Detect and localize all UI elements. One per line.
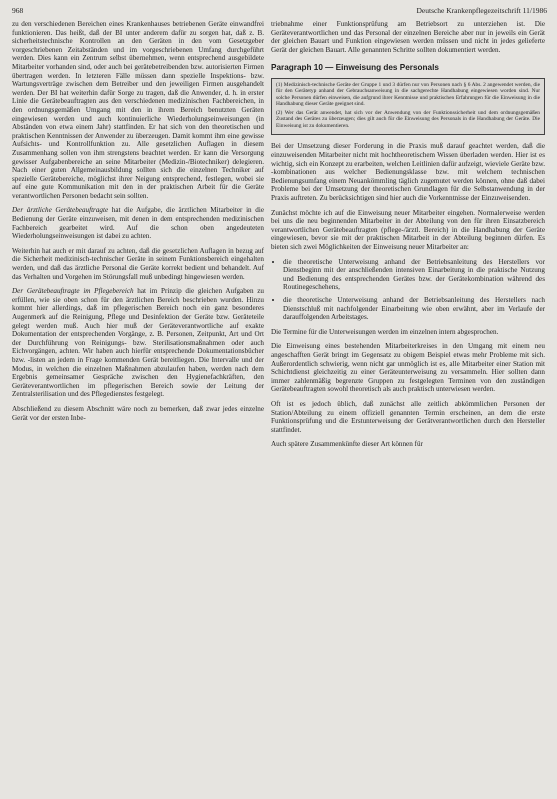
- right-column: [271, 20, 545, 449]
- emphasis: Der Gerätebeauftragte im Pflegebereich: [12, 287, 134, 296]
- page-number: 968: [12, 6, 24, 15]
- paragraph: [12, 287, 264, 399]
- paragraph: Die Termine für die Unterweisungen werden im einzelnen intern abgesprochen.: [271, 327, 499, 336]
- paragraph: Auch spätere Zusammenkünfte dieser Art können für: [271, 440, 423, 449]
- paragraph: Abschließend zu diesem Abschnitt wäre noch zu bemerken, daß zwar jedes einzelne Gerät vor der ersten Inbe-: [12, 404, 264, 422]
- journal-title: Deutsche Krankenpflegezeitschrift 11/1986: [416, 6, 547, 15]
- page-header: [12, 4, 547, 18]
- paragraph-text: hat im Prinzip die gleichen Aufgaben zu erfüllen, wie sie oben schon für den ärztlichen Bereich beschrieben wurden. Hinzu kommt hier allerdings, daß im pflegerischen Bereich noch ein ganz besonderes Augenmerk auf die Reinigung, Pflege und Desinfektion der Geräte bzw. Geräteteile gelegt werden muß. Auch hier muß der Geräteverantwortliche auf exakte Dokumentation der entsprechenden Vorgänge, z. B. Personen, Zeitpunkt, Art und Ort der Durchführung von Reinigungs- bzw. Sterilisationsmaßnahmen oder auch Eichvorgängen, achten. Wir haben auch hierfür entsprechende Dokumentationsbücher bzw. -listen an jedem in Frage kommenden Gerät bereitliegen. Die Intervalle und der Modus, in welchen die einzelnen Maßnahmen abzulaufen haben, werden nach dem Ergebnis gemeinsamer Gespräche zwischen den Hygienefachkräften, den Geräteverantwortlichen im pflegerischen Bereich sowie der Leitung der Zentralsterilisation und des Pflegedienstes festgelegt.: [12, 287, 264, 399]
- list-item: • die theoretische Unterweisung anhand der Betriebsanleitung des Herstellers vor Dienstbeginn mit der anschließenden intensiven Einarbeitung in die praktische Nutzung und Bedienung des entsprechenden Gerätes bzw. der Gerätekombination während des Routinegeschehens,: [283, 258, 545, 292]
- paragraph-text: hat die Aufgabe, die ärztlichen Mitarbeiter in die Bedienung der Geräte einzuweisen, mit denen in dem entsprechenden medizinischen Fachbereich gearbeitet wird. Auf die schon oben angedeuteten Wiederholungseinweisungen ist dabei zu achten.: [12, 206, 264, 241]
- bullet-list: [271, 258, 545, 322]
- paragraph: [12, 206, 264, 240]
- paragraph: Bei der Umsetzung dieser Forderung in die Praxis muß darauf geachtet werden, daß die einzuweisenden Mitarbeiter nicht mit hochtheoretischem Wissen überladen werden. Hier ist es wichtig, sich ein Konzept zu erarbeiten, welchen Leitlinien dafür aufzeigt, wieviele Geräte bzw. -kombinationen aus welcher Bedienungsklasse bzw. mit welchem technischen Bedienungsumfang einem Neuankömmling täglich zugemutet werden können, ohne daß dabei Probleme bei der Umsetzung der theoretischen Grundlagen für die Selbstanwendung in der Praxis auftreten. Zu berücksichtigen sind hier auch die Vorkenntnisse der Einzuweisenden.: [271, 142, 545, 203]
- section-heading: Paragraph 10 — Einweisung des Personals: [271, 63, 439, 73]
- law-text-box: [271, 78, 545, 136]
- paragraph: triebnahme einer Funktionsprüfung am Betriebsort zu unterziehen ist. Die Geräteverantwortlichen und das Personal der einzelnen Bereiche aber nur in jeweils ein Gerät der gleichen Bauart und Funktion eingewiesen werden müssen und nicht in jedes gelieferte Gerät der gleichen Bauart. Alle genannten Schritte sollten dokumentiert werden.: [271, 20, 545, 54]
- left-column: [12, 20, 264, 422]
- paragraph: Weiterhin hat auch er mit darauf zu achten, daß die gesetzlichen Auflagen in bezug auf die Sicherheit medizinisch-technischer Geräte in seinem Funktionsbereich eingehalten werden, und daß das ärztliche Personal die Geräte korrekt bedient und behandelt. Auf das Verhalten und Vorgehen im Störungsfall muß unbedingt hingewiesen werden.: [12, 246, 264, 281]
- emphasis: Der ärztliche Gerätebeauftragte: [12, 206, 109, 215]
- paragraph: Oft ist es jedoch üblich, daß zunächst alle zeitlich abkömmlichen Personen der Station/Abteilung zu einem offiziell genannten Termin erscheinen, an dem die erste Funktionsprüfung und die Erstunterweisung der Gerätverantwortlichen durch den Hersteller stattfindet.: [271, 399, 545, 434]
- paragraph: zu den verschiedenen Bereichen eines Krankenhauses betriebenen Geräte einwandfrei funktionieren. Das heißt, daß der BI unter anderem dafür zu sorgen hat, daß z. B. sicherheitstechnische Kontrollen an den Geräten in den vom Gesetzgeber vorgeschriebenen Zeitabständen und im vorgeschriebenen Umfang durchgeführt werden. Dies kann ein Zentrum selbst übernehmen, wenn entsprechend ausgebildete Mitarbeiter vorhanden sind, oder auch bei gerätebetreibenden bzw. autorisierten Firmen übertragen werden. In letzteren Fälle müssen dann spezielle Inspektions- bzw. Wartungsverträge zwischen dem Betreiber und den jeweiligen Firmen ausgehandelt werden. Der BI hat weiterhin dafür Sorge zu tragen, daß die Anwender, d. h. in erster Linie die Gerätebeauftragten aus den verschiedenen medizinischen Fachbereichen, in den ordnungsgemäßen Umgang mit den in ihrem Bereich benutzten Geräten eingewiesen werden und auch kontinuierliche Wiederholungseinweisungen (in Abständen von etwa einem Jahr) stattfinden. Er hat sich von den theoretischen und praktischen Kenntnissen der Anwender zu überzeugen. Damit kommt ihm eine gewisse Aufsichts- und Kontrollfunktion zu. Alle gesetzlichen Auflagen in diesem Zusammenhang sollen von ihm strengstens beachtet werden. Er kann die Versorgung gewisser Aufgabenbereiche an seine Mitarbeiter (Medizin-/Biotechniker) delegieren. Nach einer guten Allgemeinausbildung sollten sich die einzelnen Techniker auf spezielle Gerätebereiche, möglichst ihrer Neigung entsprechend, festlegen, wobei sie auf eine gute Kommunikation mit den in der praktischen Arbeit für die Geräte verantwortlichen Personen bedacht sein sollten.: [12, 20, 264, 200]
- paragraph: Die Einweisung eines bestehenden Mitarbeiterkreises in den Umgang mit einem neu angeschafften Gerät bringt im Gegensatz zu obigem Beispiel etwas mehr Probleme mit sich. Außerordentlich schwierig, wenn nicht gar unmöglich ist es, alle Mitarbeiter einer Station mit Schichtdienst gleichzeitig zu einer Geräteunterweisung zu versammeln. Hier sollten dann immer zahlenmäßig begrenzte Gruppen zu festgelegten Terminen von den zuständigen Gerätebeauftragten sowohl theoretisch als auch praktisch unterwiesen werden.: [271, 342, 545, 394]
- law-paragraph: (1) Medizinisch-technische Geräte der Gruppe 1 und 3 dürfen nur von Personen nach § 6 Abs. 2 angewendet werden, die für den Gerätetyp anhand der Gebrauchsanweisung in die sachgerechte Handhabung eingewiesen worden sind. Nur solche Personen dürfen einweisen, die aufgrund ihrer Kenntnisse und praktischen Erfahrungen für die Einweisung in die Handhabung dieser Geräte geeignet sind.: [276, 81, 540, 108]
- law-paragraph: (2) Wer das Gerät anwendet, hat sich vor der Anwendung von der Funktionssicherheit und dem ordnungsgemäßen Zustand des Gerätes zu überzeugen; dies gilt auch für die Einweisung des Personals in die Handhabung der Geräte. Die Einweisung ist zu dokumentieren.: [276, 109, 540, 129]
- list-item: • die theoretische Unterweisung anhand der Betriebsanleitung des Herstellers nach Dienstschluß mit nachfolgender Einarbeitung wie oben erwähnt, aber im Verlaufe der darauffolgenden Arbeitstages.: [283, 296, 545, 322]
- paragraph: Zunächst möchte ich auf die Einweisung neuer Mitarbeiter eingehen. Normalerweise werden bei uns die neu beginnenden Mitarbeiter in der Abteilung von den für ihren Einsatzbereich verantwortlichen Gerätebeauftragten (pflege-/ärztl. Bereich) in die Handhabung der Geräte eingewiesen, bevor sie mit der praktischen Mitarbeit in der Abteilung beginnen dürfen. Es bieten sich zwei Möglichkeiten der Einweisung neuer Mitarbeiter an:: [271, 208, 545, 251]
